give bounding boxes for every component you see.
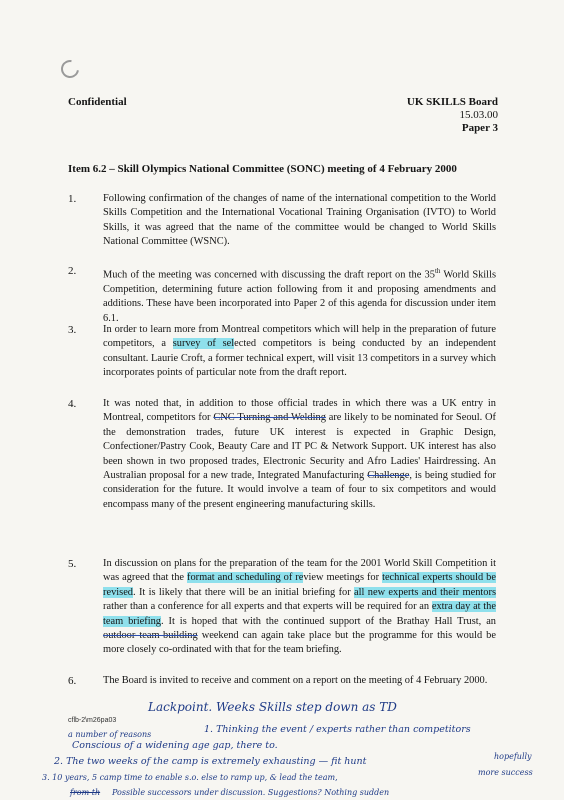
item-title: Item 6.2 – Skill Olympics National Committee (SONC) meeting of 4 February 2000 (68, 163, 457, 175)
item-number: 3. (68, 324, 77, 336)
item-paragraph-5: In discussion on plans for the preparation of the team for the 2001 World Skill Competition it was agreed that the format and scheduling of review meetings for technical experts should be revised. It is likely that there will be an initial briefing for all new experts and their mentors rather than a conference for all experts and that experts will be required for an extra day at the team briefing. It is hoped that with the continued support of the Brathay Hall Trust, an outdoor team-building weekend can again take place but the programme for this would be more closely co-ordinated with that for the team briefing. (103, 558, 496, 656)
handwritten-note-line2b: 1. Thinking the event / experts rather than competitors (204, 724, 471, 735)
struck-text: outdoor team-building (103, 630, 198, 642)
struck-text: Challenge (367, 470, 410, 482)
org-name: UK SKILLS Board (406, 96, 498, 108)
punch-hole-mark (57, 56, 82, 81)
handwritten-struck-word: from th (70, 788, 101, 797)
item-number: 5. (68, 558, 77, 570)
handwritten-note-line4: 2. The two weeks of the camp is extremely exhausting — fit hunt (54, 756, 367, 767)
struck-text: CNC Turning and Welding (213, 412, 326, 424)
document-header-block (407, 96, 498, 135)
handwritten-note-line5: 3. 10 years, 5 camp time to enable s.o. else to ramp up, & lead the team, (42, 773, 338, 782)
handwritten-note-line2a: a number of reasons (68, 730, 152, 739)
reference-code: cflb-2\m26pa03 (68, 717, 117, 724)
item-paragraph-4: It was noted that, in addition to those official trades in which there was a UK entry in Montreal, competitors for CNC Turning and Welding are likely to be nominated for Seoul. Of the demonstration trades, future UK interest is expected in Graphic Design, Confectioner/Pastry Cook, Beauty Care and IT PC & Network Support. UK interest has also been shown in two proposed trades, Electronic Security and Afro Ladies' Hairdressing. An Australian proposal for a new trade, Integrated Manufacturing Challenge, is being studied for consideration for the future. It would involve a team of four to six competitors and would encompass many of the present engineering manufacturing skills. (103, 398, 496, 510)
item-number: 1. (68, 193, 77, 205)
handwritten-note-line1: Lackpoint. Weeks Skills step down as TD (148, 700, 397, 714)
highlighted-text: technical experts should be revised (103, 572, 496, 598)
handwritten-note-line6: Possible successors under discussion. Suggestions? Nothing sudden (112, 788, 390, 797)
item-number: 2. (68, 265, 77, 277)
highlighted-text: format and scheduling of re (187, 572, 304, 584)
item-number: 4. (68, 398, 77, 410)
item-paragraph-2: Much of the meeting was concerned with discussing the draft report on the 35th World Skills Competition, determining future action following from it and proposing amendments and additions. These have been incorporated into Paper 2 of this agenda for discussion under item 6.1. (103, 267, 497, 324)
handwritten-note-line5b: more success (478, 768, 533, 777)
handwritten-note-line4b: hopefully (494, 752, 532, 761)
handwritten-note-line3: Conscious of a widening age gap, there to. (72, 740, 278, 751)
highlighted-text: survey of sel (172, 338, 235, 350)
item-paragraph-1: Following confirmation of the changes of name of the international competition to the World Skills Competition and the International Vocational Training Organisation (IVTO) to World Skills, it was agreed that the name of the committee would be changed to World Skills National Committee (WSNC). (103, 193, 496, 248)
item-paragraph-3: In order to learn more from Montreal competitors which will help in the preparation of future competitors, a survey of selected competitors is being conducted by an independent consultant. Laurie Croft, a former technical expert, will visit 13 competitors in a survey which incorporates points of particular note from the draft report. (103, 324, 496, 379)
confidential-label: Confidential (68, 96, 127, 108)
item-number: 6. (68, 675, 77, 687)
highlighted-text: extra day at the team briefing (103, 601, 496, 627)
highlighted-text: all new experts and their mentors (354, 586, 496, 598)
document-date: 15.03.00 (459, 109, 498, 121)
item-paragraph-6: The Board is invited to receive and comment on a report on the meeting of 4 February 2000. (103, 675, 488, 686)
paper-number: Paper 3 (461, 122, 498, 134)
